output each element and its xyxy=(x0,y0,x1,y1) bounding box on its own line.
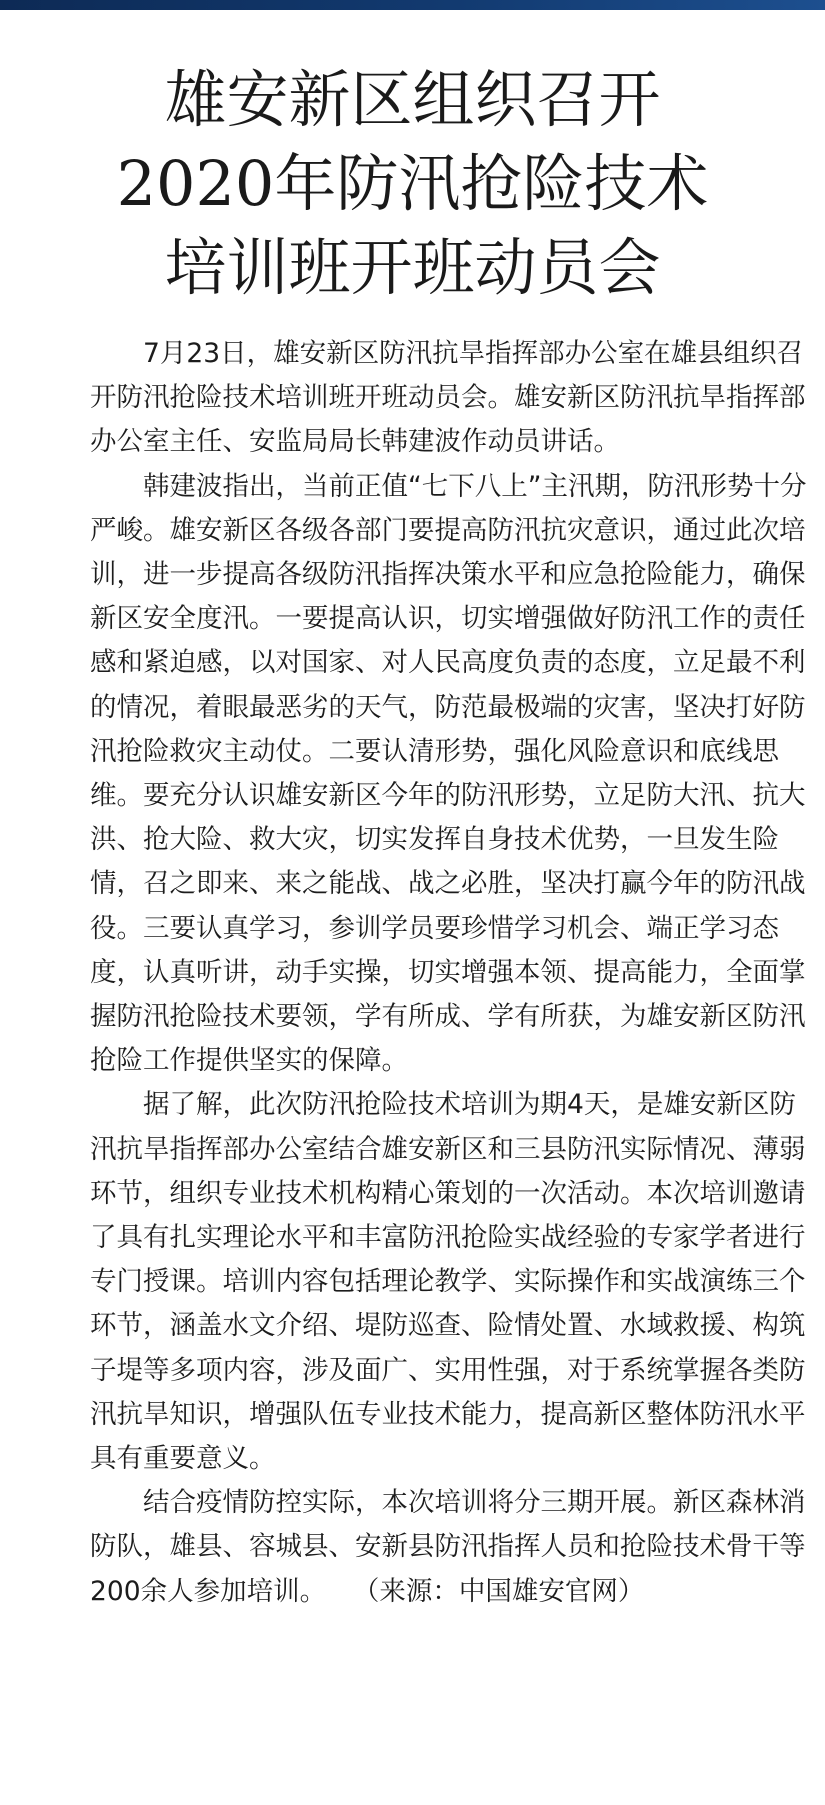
title-line-1: 雄安新区组织召开 xyxy=(164,63,661,136)
paragraph-1-text: 7月23日，雄安新区防汛抗旱指挥部办公室在雄县组织召开防汛抢险技术培训班开班动员会。雄安新区防汛抗旱指挥部办公室主任、安监局局长韩建波作动员讲话。 xyxy=(90,338,806,458)
article-source: （来源：中国雄安官网） xyxy=(366,1575,645,1607)
paragraph-4 xyxy=(90,1481,810,1614)
paragraph-2 xyxy=(90,465,810,1084)
paragraph-1 xyxy=(90,332,810,465)
paragraph-4-text: 结合疫情防控实际，本次培训将分三期开展。新区森林消防队，雄县、容城县、安新县防汛指挥人员和抢险技术骨干等200余人参加培训。 xyxy=(90,1487,806,1607)
title-line-2: 2020年防汛抢险技术 xyxy=(116,147,709,220)
header-color-bar xyxy=(0,0,825,10)
paragraph-2-text: 韩建波指出，当前正值“七下八上”主汛期，防汛形势十分严峻。雄安新区各级各部门要提高防汛抗灾意识，通过此次培训，进一步提高各级防汛指挥决策水平和应急抢险能力，确保新区安全度汛。一要提高认识，切实增强做好防汛工作的责任感和紧迫感，以对国家、对人民高度负责的态度，立足最不利的情况，着眼最恶劣的天气，防范最极端的灾害，坚决打好防汛抢险救灾主动仗。二要认清形势，强化风险意识和底线思维。要充分认识雄安新区今年的防汛形势，立足防大汛、抗大洪、抢大险、救大灾，切实发挥自身技术优势，一旦发生险情，召之即来、来之能战、战之必胜，坚决打赢今年的防汛战役。三要认真学习，参训学员要珍惜学习机会、端正学习态度，认真听讲，动手实操，切实增强本领、提高能力，全面掌握防汛抢险技术要领，学有所成、学有所获，为雄安新区防汛抢险工作提供坚实的保障。 xyxy=(90,470,807,1077)
paragraph-3-text: 据了解，此次防汛抢险技术培训为期4天，是雄安新区防汛抗旱指挥部办公室结合雄安新区和三县防汛实际情况、薄弱环节，组织专业技术机构精心策划的一次活动。本次培训邀请了具有扎实理论水平和丰富防汛抢险实战经验的专家学者进行专门授课。培训内容包括理论教学、实际操作和实战演练三个环节，涵盖水文介绍、堤防巡查、险情处置、水域救援、构筑子堤等多项内容，涉及面广、实用性强，对于系统掌握各类防汛抗旱知识，增强队伍专业技术能力，提高新区整体防汛水平具有重要意义。 xyxy=(90,1089,806,1475)
article-title xyxy=(100,58,725,310)
title-line-3: 培训班开班动员会 xyxy=(164,231,661,304)
paragraph-3 xyxy=(90,1083,810,1481)
article-body xyxy=(90,332,810,1614)
